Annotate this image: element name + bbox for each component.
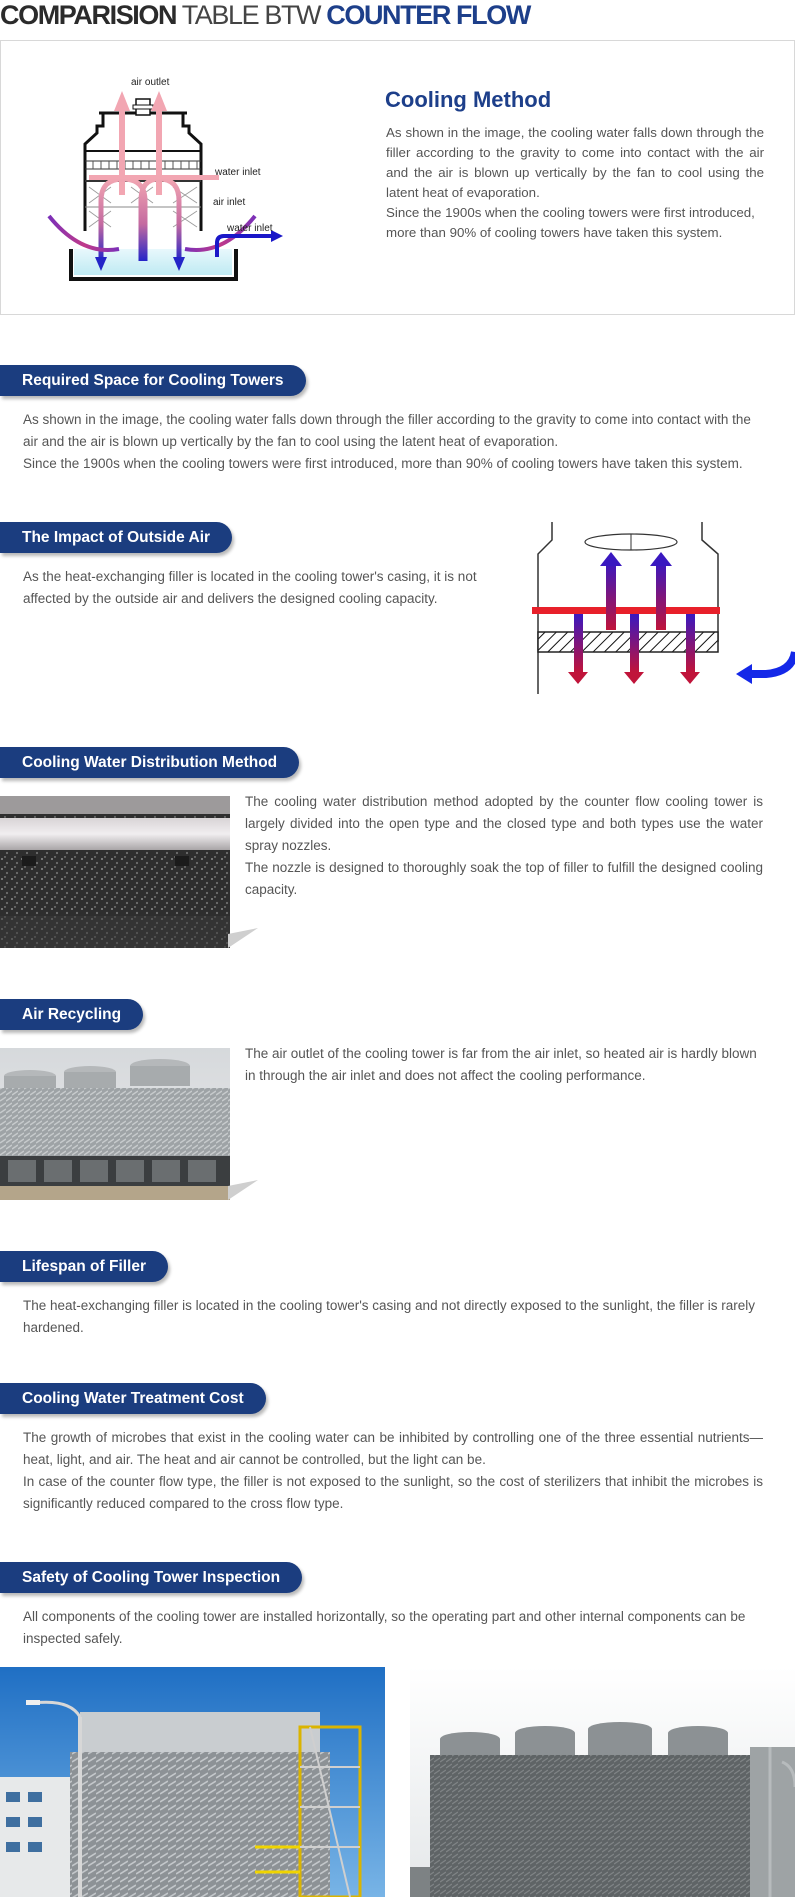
distribution-text xyxy=(245,791,763,901)
tower-photo-right xyxy=(410,1667,795,1897)
cooling-method-box xyxy=(0,40,795,315)
label-air-inlet: air inlet xyxy=(213,197,246,208)
safety-text xyxy=(23,1606,763,1650)
lifespan-text xyxy=(23,1295,763,1339)
outside-air-text xyxy=(23,566,503,610)
cooling-method-text xyxy=(386,123,764,243)
page-title-part1: COMPARISION xyxy=(0,0,177,30)
treatment-cost-paragraph-1: The growth of microbes that exist in the cooling water can be inhibited by controlling one of the three essential nutrients—heat, light, and air. The heat and air cannot be controlled, but the light can be. xyxy=(23,1430,763,1467)
required-space-text xyxy=(23,409,763,475)
page-title xyxy=(0,0,530,30)
air-recycling-photo-svg xyxy=(0,1048,230,1200)
distribution-photo xyxy=(0,796,230,948)
heading-lifespan: Lifespan of Filler xyxy=(0,1251,168,1282)
heading-safety: Safety of Cooling Tower Inspection xyxy=(0,1562,302,1593)
page-title-part3: COUNTER FLOW xyxy=(326,0,530,30)
treatment-cost-paragraph-2: In case of the counter flow type, the filler is not exposed to the sunlight, so the cost of sterilizers that inhibit the microbes is significantly reduced compared to the cross flow type. xyxy=(23,1474,763,1511)
label-water-inlet-top: water inlet xyxy=(215,167,261,178)
cooling-method-paragraph-2: Since the 1900s when the cooling towers were first introduced, more than 90% of cooling towers have taken this system. xyxy=(386,205,755,240)
heading-air-recycling: Air Recycling xyxy=(0,999,143,1030)
cooling-method-paragraph-1: As shown in the image, the cooling water falls down through the filler according to the gravity to come into contact with the air and the air is blown up vertically by the fan to cool using the latent heat of evaporation. xyxy=(386,125,764,200)
heading-required-space: Required Space for Cooling Towers xyxy=(0,365,306,396)
tower-photo-left xyxy=(0,1667,385,1897)
required-space-paragraph-2: Since the 1900s when the cooling towers were first introduced, more than 90% of cooling towers have taken this system. xyxy=(23,456,743,471)
distribution-paragraph-1: The cooling water distribution method adopted by the counter flow cooling tower is largely divided into the open type and the closed type and both types use the water spray nozzles. xyxy=(245,794,763,853)
safety-paragraph-1: All components of the cooling tower are installed horizontally, so the operating part and other internal components can be inspected safely. xyxy=(23,1609,746,1646)
treatment-cost-text xyxy=(23,1427,763,1515)
required-space-paragraph-1: As shown in the image, the cooling water falls down through the filler according to the gravity to come into contact with the air and the air is blown up vertically by the fan to cool using the latent heat of evaporation. xyxy=(23,412,751,449)
cooling-method-heading: Cooling Method xyxy=(385,87,552,112)
outside-air-diagram-svg xyxy=(530,522,795,697)
heading-treatment-cost: Cooling Water Treatment Cost xyxy=(0,1383,266,1414)
heading-distribution: Cooling Water Distribution Method xyxy=(0,747,299,778)
distribution-photo-shadow xyxy=(228,926,258,948)
distribution-photo-svg xyxy=(0,796,230,948)
label-air-outlet: air outlet xyxy=(131,77,170,88)
outside-air-paragraph-1: As the heat-exchanging filler is located in the cooling tower's casing, it is not affected by the outside air and delivers the designed cooling capacity. xyxy=(23,569,477,606)
page-title-part2: TABLE BTW xyxy=(176,0,327,30)
counter-flow-diagram-svg xyxy=(41,61,351,301)
outside-air-diagram xyxy=(530,522,795,697)
distribution-paragraph-2: The nozzle is designed to thoroughly soak the top of filler to fulfill the designed cooling capacity. xyxy=(245,860,763,897)
air-recycling-paragraph-1: The air outlet of the cooling tower is far from the air inlet, so heated air is hardly blown in through the air inlet and does not affect the cooling performance. xyxy=(245,1046,757,1083)
counter-flow-diagram xyxy=(41,61,351,301)
lifespan-paragraph-1: The heat-exchanging filler is located in the cooling tower's casing and not directly exposed to the sunlight, the filler is rarely hardened. xyxy=(23,1298,755,1335)
tower-photo-right-svg xyxy=(410,1667,795,1897)
air-recycling-photo xyxy=(0,1048,230,1200)
heading-outside-air: The Impact of Outside Air xyxy=(0,522,232,553)
label-water-inlet-bottom: water inlet xyxy=(227,223,273,234)
air-recycling-text xyxy=(245,1043,763,1087)
air-recycling-photo-shadow xyxy=(228,1178,258,1200)
tower-photo-left-svg xyxy=(0,1667,385,1897)
